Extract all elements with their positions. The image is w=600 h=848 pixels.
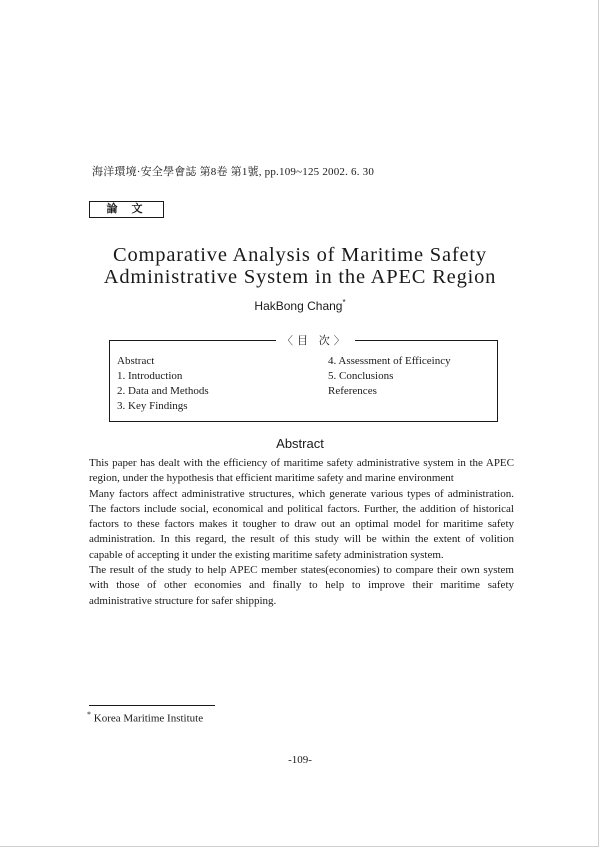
- toc-label: 〈目 次〉: [276, 332, 355, 348]
- toc-item-conclusions: 5. Conclusions: [328, 370, 394, 382]
- abstract-paragraph-3: The result of the study to help APEC member states(economies) to compare their own system with those of other economies and finally to help to improve their maritime safety administrative structure for safer shipping.: [89, 564, 514, 607]
- toc-left-column: [117, 354, 209, 414]
- toc-item-abstract: Abstract: [117, 355, 155, 367]
- article-type-badge: 論文: [89, 201, 164, 218]
- toc-right-column: [328, 354, 451, 399]
- toc-item-key-findings: 3. Key Findings: [117, 400, 188, 412]
- abstract-paragraph-2: Many factors affect administrative structures, which generate various types of administration. The factors include social, economical and political factors. Further, the addition of historical factors to these factors makes it tougher to draw out an optimal model for maritime safety administration. In this regard, the result of this study will be within the extent of volition capable of accepting it under the existing maritime safety administration system.: [89, 487, 514, 561]
- toc-item-assessment: 4. Assessment of Efficeincy: [328, 355, 451, 367]
- author-footnote-mark: *: [342, 298, 346, 307]
- paper-title-line-2: Administrative System in the APEC Region: [103, 266, 497, 288]
- footnote: [87, 710, 203, 725]
- toc-item-references: References: [328, 385, 377, 397]
- author-name-text: HakBong Chang: [254, 299, 343, 313]
- abstract-paragraph-1: This paper has dealt with the efficiency of maritime safety administrative system in the APEC region, under the hypothesis that efficient maritime safety and marine environment: [89, 457, 514, 485]
- paper-title-line-1: Comparative Analysis of Maritime Safety: [113, 244, 487, 266]
- journal-reference: 海洋環境·安全學會誌 第8卷 第1號, pp.109~125 2002. 6. 30: [92, 166, 375, 178]
- abstract-heading: Abstract: [276, 436, 324, 451]
- footnote-rule: [89, 705, 215, 706]
- toc-item-data-and-methods: 2. Data and Methods: [117, 385, 209, 397]
- footnote-text: Korea Maritime Institute: [91, 712, 204, 725]
- author-name: [0, 298, 600, 313]
- abstract-body: [89, 456, 514, 609]
- toc-item-introduction: 1. Introduction: [117, 370, 183, 382]
- table-of-contents: [109, 335, 498, 422]
- footnote-mark: *: [87, 710, 91, 719]
- page-number: -109-: [288, 754, 312, 766]
